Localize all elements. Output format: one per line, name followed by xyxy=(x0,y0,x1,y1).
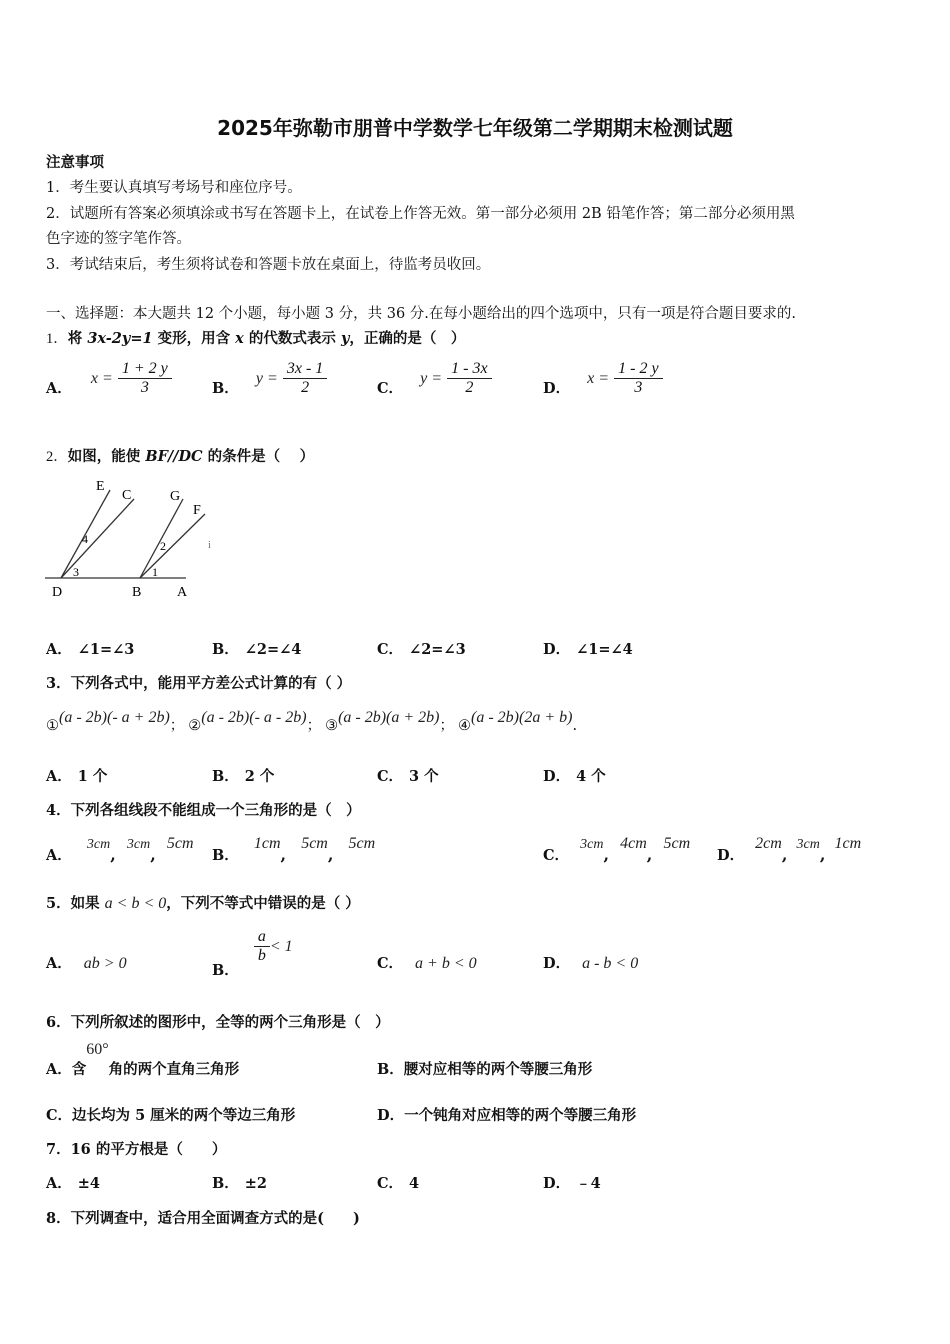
notice-heading: 注意事项 xyxy=(46,154,104,171)
question-5-option-d[interactable]: D． a - b < 0 xyxy=(543,955,639,972)
question-2-stem: 2．如图，能使 BF//DC 的条件是（ ） xyxy=(46,448,315,465)
question-6-stem: 6．下列所叙述的图形中，全等的两个三角形是（ ） xyxy=(46,1014,390,1031)
question-1-option-c[interactable]: C． y = $\frac{1 - 3x}{2}$ xyxy=(377,360,492,397)
question-1-option-b[interactable]: B． y = $\frac{3x - 1}{2}$ xyxy=(212,360,327,397)
notice-item-3: 3．考试结束后，考生须将试卷和答题卡放在桌面上，待监考员收回。 xyxy=(46,257,491,273)
question-6-option-d[interactable]: D．一个钝角对应相等的两个等腰三角形 xyxy=(377,1107,637,1124)
label-i: i xyxy=(208,539,212,551)
question-1-option-a[interactable]: A． x = $\frac{1 + 2 y}{3}$ xyxy=(46,360,172,397)
page-title: 2025年弥勒市朋普中学数学七年级第二学期期末检测试题 xyxy=(217,116,733,140)
question-6-option-a[interactable]: A．含60°角的两个直角三角形 xyxy=(46,1041,240,1078)
question-3-expressions: ①(a - 2b)(- a + 2b)； ②(a - 2b)(- a - 2b)； ③(a - 2b)(a + 2b)； ④(a - 2b)(2a + b). xyxy=(46,709,578,734)
label-angle-1: 1 xyxy=(152,565,158,579)
line-bf xyxy=(140,514,205,578)
question-5-option-c[interactable]: C． a + b < 0 xyxy=(377,955,477,972)
label-f: F xyxy=(193,503,201,518)
label-c: C xyxy=(122,488,132,503)
question-7-option-d[interactable]: D． ﹣4 xyxy=(543,1175,601,1192)
question-2-option-d[interactable]: D． ∠1=∠4 xyxy=(543,641,633,658)
question-3-stem: 3．下列各式中，能用平方差公式计算的有（ ） xyxy=(46,675,352,692)
section-heading: 一、选择题：本大题共 12 个小题，每小题 3 分，共 36 分.在每小题给出的四个选项中，只有一项是符合题目要求的. xyxy=(46,306,796,322)
notice-item-2: 2．试题所有答案必须填涂或书写在答题卡上，在试卷上作答无效。第一部分必须用 2B 铅笔作答；第二部分必须用黑 xyxy=(46,206,795,222)
question-5-option-a[interactable]: A． ab > 0 xyxy=(46,955,127,972)
question-5-option-b[interactable]: B． $\frac{a}{b}$ < 1 xyxy=(212,928,293,979)
question-3-option-c[interactable]: C． 3 个 xyxy=(377,768,439,785)
question-4-option-a[interactable]: A． 3cm, 3cm, 5cm xyxy=(46,835,194,864)
question-6-option-b[interactable]: B．腰对应相等的两个等腰三角形 xyxy=(377,1061,593,1078)
question-5-stem: 5．如果 a < b < 0，下列不等式中错误的是（ ） xyxy=(46,895,360,912)
question-3-option-a[interactable]: A． 1 个 xyxy=(46,768,108,785)
question-2-figure xyxy=(40,472,230,607)
question-7-option-c[interactable]: C． 4 xyxy=(377,1175,420,1192)
question-1-option-d[interactable]: D． x = $\frac{1 - 2 y}{3}$ xyxy=(543,360,663,397)
question-4-option-b[interactable]: B． 1cm, 5cm, 5cm xyxy=(212,835,376,864)
label-b: B xyxy=(132,585,142,600)
question-2-option-b[interactable]: B． ∠2=∠4 xyxy=(212,641,302,658)
question-1-stem: 1．将 3x-2y=1 变形，用含 x 的代数式表示 y，正确的是（ ） xyxy=(46,330,466,347)
notice-item-1: 1．考生要认真填写考场号和座位序号。 xyxy=(46,180,302,196)
question-7-option-a[interactable]: A． ±4 xyxy=(46,1175,101,1192)
label-e: E xyxy=(96,479,105,494)
question-2-option-c[interactable]: C． ∠2=∠3 xyxy=(377,641,466,658)
label-g: G xyxy=(170,489,181,504)
label-angle-3: 3 xyxy=(73,565,79,579)
question-4-stem: 4．下列各组线段不能组成一个三角形的是（ ） xyxy=(46,802,361,819)
question-7-stem: 7．16 的平方根是（ ） xyxy=(46,1141,227,1158)
question-3-option-b[interactable]: B． 2 个 xyxy=(212,768,275,785)
line-dc xyxy=(61,499,134,578)
question-7-option-b[interactable]: B． ±2 xyxy=(212,1175,268,1192)
question-8-stem: 8．下列调查中，适合用全面调查方式的是( ) xyxy=(46,1210,360,1227)
question-3-option-d[interactable]: D． 4 个 xyxy=(543,768,606,785)
label-angle-2: 2 xyxy=(160,539,166,553)
question-4-option-c[interactable]: C． 3cm, 4cm, 5cm xyxy=(543,835,691,864)
label-a: A xyxy=(177,585,188,600)
label-angle-4: 4 xyxy=(82,532,88,546)
question-2-option-a[interactable]: A． ∠1=∠3 xyxy=(46,641,135,658)
question-4-option-d[interactable]: D． 2cm, 3cm, 1cm xyxy=(717,835,862,864)
label-d: D xyxy=(52,585,63,600)
question-6-option-c[interactable]: C．边长均为 5 厘米的两个等边三角形 xyxy=(46,1107,296,1124)
notice-item-2-cont: 色字迹的签字笔作答。 xyxy=(46,231,191,247)
